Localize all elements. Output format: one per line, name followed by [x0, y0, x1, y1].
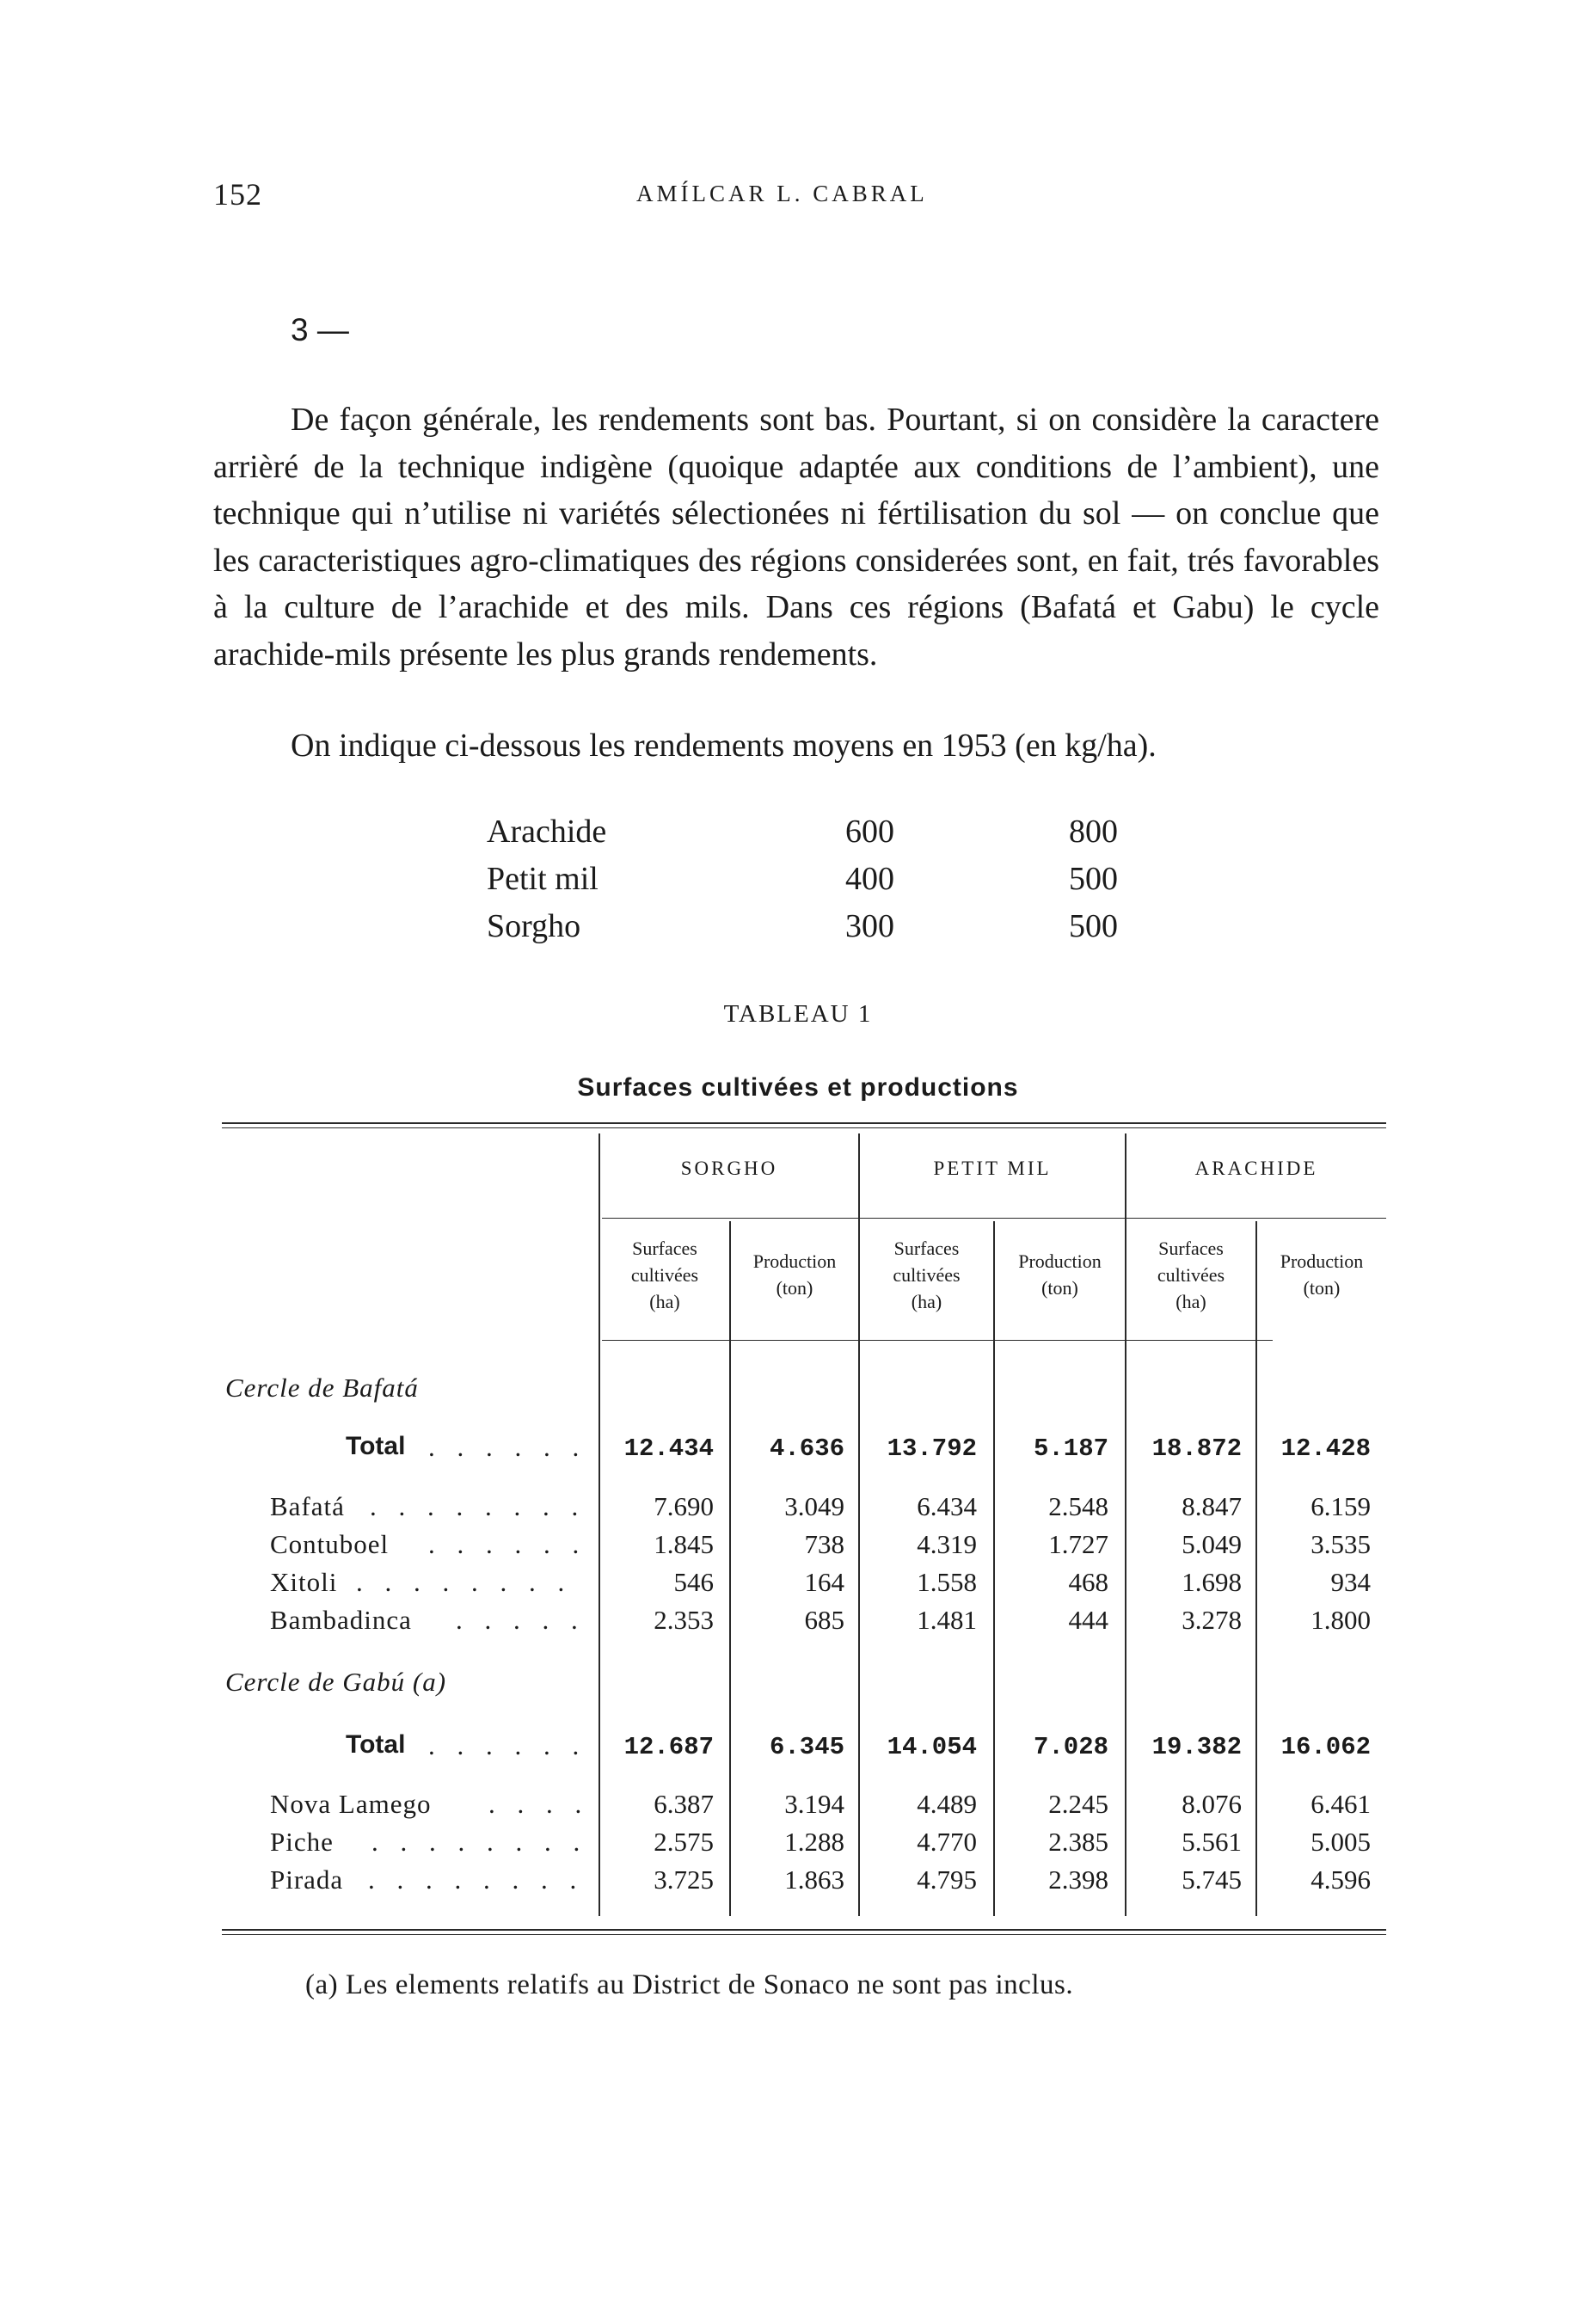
section-title: Cercle de Gabú (a)	[225, 1667, 447, 1697]
leader-dots: . . . . .	[456, 1605, 586, 1635]
column-divider	[729, 1221, 731, 1916]
table-cell: 3.725	[654, 1864, 714, 1895]
table-cell: 1.481	[917, 1605, 977, 1635]
yield-row	[0, 860, 1596, 908]
subheader-line: cultivées	[1157, 1264, 1225, 1286]
yield-low: 600	[845, 814, 894, 850]
table-cell: 6.345	[769, 1733, 844, 1761]
table-cell: 6.434	[917, 1491, 977, 1521]
table-cell: 19.382	[1151, 1733, 1242, 1761]
total-label: Total	[346, 1730, 406, 1759]
footnote: (a) Les elements relatifs au District de Sonaco ne sont pas inclus.	[305, 1969, 1074, 2000]
table-cell: 13.792	[887, 1434, 977, 1463]
table-cell: 3.278	[1182, 1605, 1242, 1635]
table-cell: 2.353	[654, 1605, 714, 1635]
table-cell: 12.434	[623, 1434, 714, 1463]
table-cell: 4.770	[917, 1827, 977, 1857]
row-label	[270, 1864, 343, 1895]
subheader-production	[1257, 1248, 1386, 1301]
leader-dots: . . . . . .	[428, 1432, 587, 1462]
table-cell: 3.535	[1311, 1529, 1371, 1559]
row-label	[270, 1567, 337, 1598]
subheader-area	[600, 1235, 729, 1315]
leader-dots: . . . . . .	[428, 1730, 587, 1760]
table-cell: 8.847	[1182, 1491, 1242, 1521]
table-cell: 16.062	[1280, 1733, 1371, 1761]
paragraph-1: De façon générale, les rendements sont bas. Pourtant, si on considère la caractere arrièré de la technique indigène (quoique adaptée aux conditions de l’ambient), une technique qui n’utilise ni variétés sélectionées ni fértilisation du sol — on conclue que les caracteristiques agro-climatiques des régions considerées sont, en fait, trés favorables à la culture de l’arachide et des mils. Dans ces régions (Bafatá et Gabu) le cycle arachide-mils présente les plus grands rendements.	[213, 402, 1379, 673]
table-cell: 738	[804, 1529, 844, 1559]
group-header-sorgho: SORGHO	[680, 1158, 778, 1179]
table-cell: 2.245	[1048, 1789, 1108, 1819]
yield-crop: Sorgho	[487, 908, 581, 944]
table-cell: 1.845	[654, 1529, 714, 1559]
table-cell: 5.561	[1182, 1827, 1242, 1857]
leader-dots: . . . .	[488, 1789, 590, 1819]
table-cell: 1.800	[1311, 1605, 1371, 1635]
yield-low: 300	[845, 908, 894, 944]
table-cell: 4.489	[917, 1789, 977, 1819]
leader-dots: . . . . . . . .	[368, 1864, 585, 1895]
table-cell: 14.054	[887, 1733, 977, 1761]
table-cell: 8.076	[1182, 1789, 1242, 1819]
table-title: TABLEAU 1	[723, 1000, 873, 1028]
table-cell: 2.398	[1048, 1864, 1108, 1895]
table-cell: 444	[1068, 1605, 1108, 1635]
table-cell: 1.288	[784, 1827, 844, 1857]
subheader-production	[995, 1248, 1125, 1301]
table-cell: 7.690	[654, 1491, 714, 1521]
table-cell: 2.548	[1048, 1491, 1108, 1521]
row-label	[270, 1789, 431, 1820]
table-cell: 2.385	[1048, 1827, 1108, 1857]
table-cell: 4.795	[917, 1864, 977, 1895]
yield-high: 500	[1069, 861, 1118, 897]
total-label: Total	[346, 1432, 406, 1460]
leader-dots: . . . . . . . .	[370, 1491, 586, 1521]
yield-crop: Petit mil	[487, 861, 598, 897]
table-cell: 3.049	[784, 1491, 844, 1521]
table-cell: 5.049	[1182, 1529, 1242, 1559]
group-header-petit-mil: PETIT MIL	[933, 1158, 1052, 1179]
table-bottom-rule-thin	[222, 1934, 1386, 1935]
row-name: Bafatá	[270, 1491, 345, 1521]
subheader-line: Production	[1018, 1250, 1102, 1272]
subheader-line: Surfaces	[1158, 1238, 1224, 1259]
subheader-line: Production	[1280, 1250, 1364, 1272]
table-cell: 4.636	[769, 1434, 844, 1463]
table-cell: 12.687	[623, 1733, 714, 1761]
row-name: Nova Lamego	[270, 1789, 432, 1819]
yield-row	[0, 813, 1596, 861]
table-cell: 2.575	[654, 1827, 714, 1857]
running-head: AMÍLCAR L. CABRAL	[636, 181, 928, 206]
subheader-line: (ton)	[1041, 1277, 1078, 1299]
subheader-line: (ton)	[1303, 1277, 1341, 1299]
table-cell: 468	[1068, 1567, 1108, 1597]
table-top-rule-thin	[222, 1127, 1386, 1128]
subheader-line: Surfaces	[632, 1238, 697, 1259]
yield-row	[0, 907, 1596, 955]
table-cell: 6.159	[1311, 1491, 1371, 1521]
table-cell: 6.387	[654, 1789, 714, 1819]
table-top-rule	[222, 1122, 1386, 1124]
table-cell: 7.028	[1033, 1733, 1108, 1761]
table-cell: 4.319	[917, 1529, 977, 1559]
row-name: Contuboel	[270, 1529, 390, 1559]
table-cell: 1.727	[1048, 1529, 1108, 1559]
subheader-line: (ha)	[911, 1291, 942, 1312]
subheader-line: (ha)	[1176, 1291, 1206, 1312]
table-cell: 1.558	[917, 1567, 977, 1597]
table-cell: 6.461	[1311, 1789, 1371, 1819]
group-header-arachide: ARACHIDE	[1194, 1158, 1318, 1179]
leader-dots: . . . . . . . .	[371, 1827, 588, 1857]
table-cell: 5.005	[1311, 1827, 1371, 1857]
yield-crop: Arachide	[487, 814, 607, 850]
subheader-line: cultivées	[893, 1264, 961, 1286]
row-name: Pirada	[270, 1864, 344, 1895]
yield-high: 800	[1069, 814, 1118, 850]
subheader-line: Surfaces	[893, 1238, 960, 1259]
table-cell: 18.872	[1151, 1434, 1242, 1463]
column-divider	[993, 1221, 995, 1916]
table-cell: 1.863	[784, 1864, 844, 1895]
row-name: Piche	[270, 1827, 334, 1857]
row-name: Xitoli	[270, 1567, 338, 1597]
subheader-area	[1126, 1235, 1255, 1315]
subheader-production	[731, 1248, 858, 1301]
table-cell: 4.596	[1311, 1864, 1371, 1895]
table-cell: 685	[804, 1605, 844, 1635]
table-cell: 1.698	[1182, 1567, 1242, 1597]
subheader-line: Production	[752, 1250, 837, 1272]
page-number: 152	[213, 177, 262, 212]
table-cell: 12.428	[1280, 1434, 1371, 1463]
group-header-rule	[602, 1218, 1386, 1219]
subheader-line: cultivées	[630, 1264, 699, 1286]
table-cell: 934	[1330, 1567, 1371, 1597]
table-cell: 5.187	[1033, 1434, 1108, 1463]
row-label	[270, 1529, 389, 1560]
table-bottom-rule	[222, 1929, 1386, 1931]
subheader-rule	[602, 1340, 1273, 1341]
table-cell: 5.745	[1182, 1864, 1242, 1895]
section-number: 3 —	[291, 312, 349, 347]
column-divider	[1255, 1221, 1257, 1916]
row-label	[270, 1605, 412, 1636]
table-cell: 546	[673, 1567, 714, 1597]
leader-dots: . . . . . .	[428, 1529, 587, 1559]
row-label	[270, 1827, 334, 1858]
subheader-line: (ha)	[649, 1291, 680, 1312]
section-title: Cercle de Bafatá	[225, 1373, 419, 1403]
yield-high: 500	[1069, 908, 1118, 944]
subheader-area	[860, 1235, 993, 1315]
subheader-line: (ton)	[776, 1277, 813, 1299]
row-label	[270, 1491, 345, 1522]
row-name: Bambadinca	[270, 1605, 412, 1635]
leader-dots: . . . . . . . .	[356, 1567, 573, 1597]
table-cell: 164	[804, 1567, 844, 1597]
paragraph-2: On indique ci-dessous les rendements moyens en 1953 (en kg/ha).	[291, 728, 1157, 764]
table-cell: 3.194	[784, 1789, 844, 1819]
yield-low: 400	[845, 861, 894, 897]
table-subtitle: Surfaces cultivées et productions	[577, 1073, 1019, 1102]
